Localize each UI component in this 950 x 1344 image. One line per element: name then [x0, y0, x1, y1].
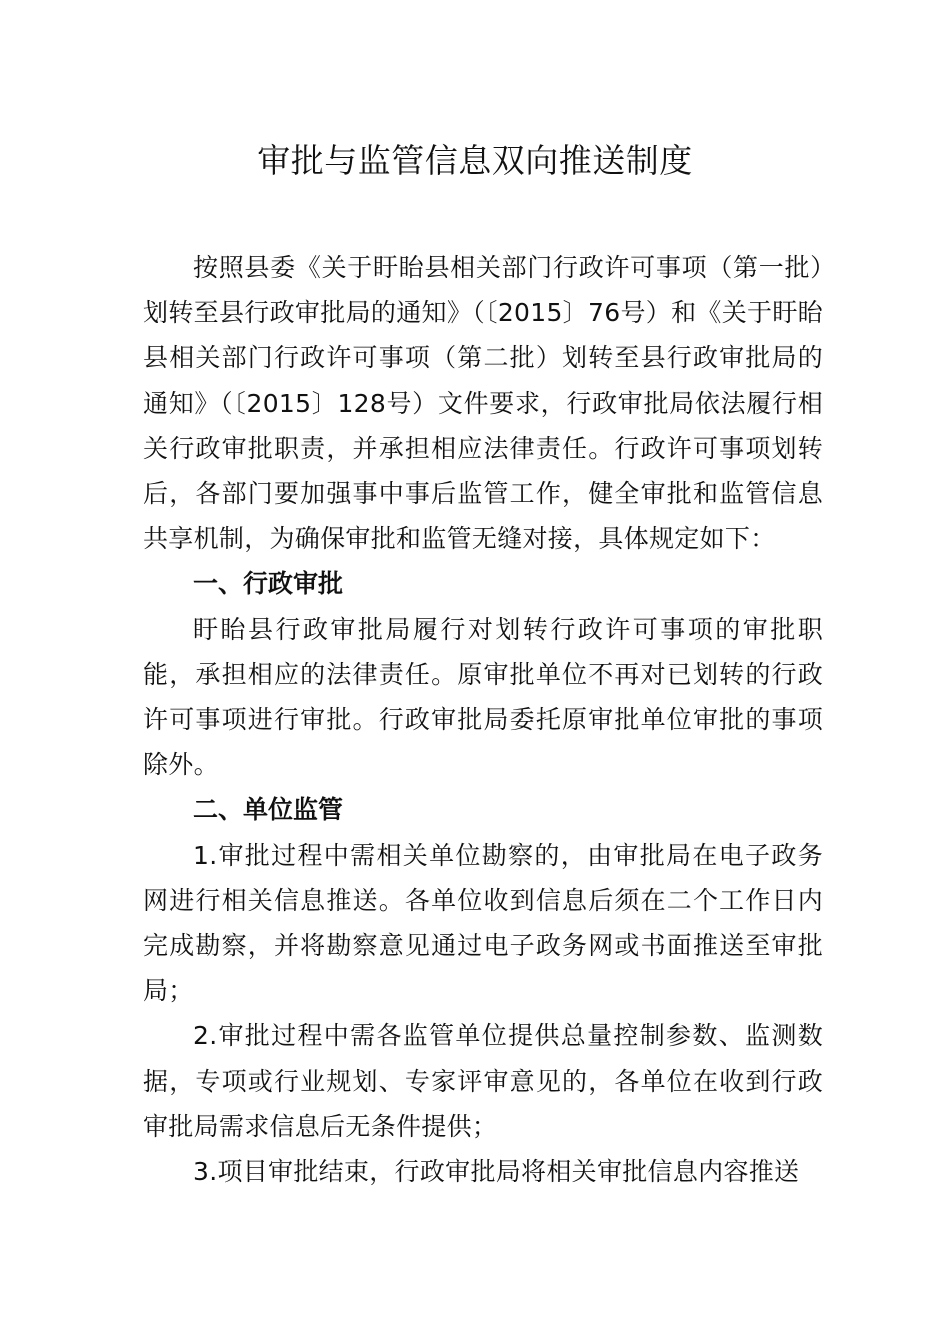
list-item-3: 3.项目审批结束，行政审批局将相关审批信息内容推送: [193, 1157, 800, 1187]
section-1-paragraph: 盱眙县行政审批局履行对划转行政许可事项的审批职能，承担相应的法律责任。原审批单位不再对已划转的行政许可事项进行审批。行政审批局委托原审批单位审批的事项除外。: [143, 614, 823, 780]
section-heading-administrative-approval: 一、行政审批: [193, 569, 344, 599]
section-heading-unit-supervision: 二、单位监管: [193, 795, 344, 825]
document-body: [143, 245, 823, 1194]
list-item-1: 1.审批过程中需相关单位勘察的，由审批局在电子政务网进行相关信息推送。各单位收到信息后须在二个工作日内完成勘察，并将勘察意见通过电子政务网或书面推送至审批局；: [143, 840, 823, 1006]
intro-paragraph: 按照县委《关于盱眙县相关部门行政许可事项（第一批）划转至县行政审批局的通知》（〔2015〕76号）和《关于盱眙县相关部门行政许可事项（第二批）划转至县行政审批局的通知》（〔2015〕128号）文件要求，行政审批局依法履行相关行政审批职责，并承担相应法律责任。行政许可事项划转后，各部门要加强事中事后监管工作，健全审批和监管信息共享机制，为确保审批和监管无缝对接，具体规定如下：: [143, 253, 823, 554]
list-item-2: 2.审批过程中需各监管单位提供总量控制参数、监测数据，专项或行业规划、专家评审意见的，各单位在收到行政审批局需求信息后无条件提供；: [143, 1021, 823, 1141]
document-title: 审批与监管信息双向推送制度: [257, 141, 693, 180]
